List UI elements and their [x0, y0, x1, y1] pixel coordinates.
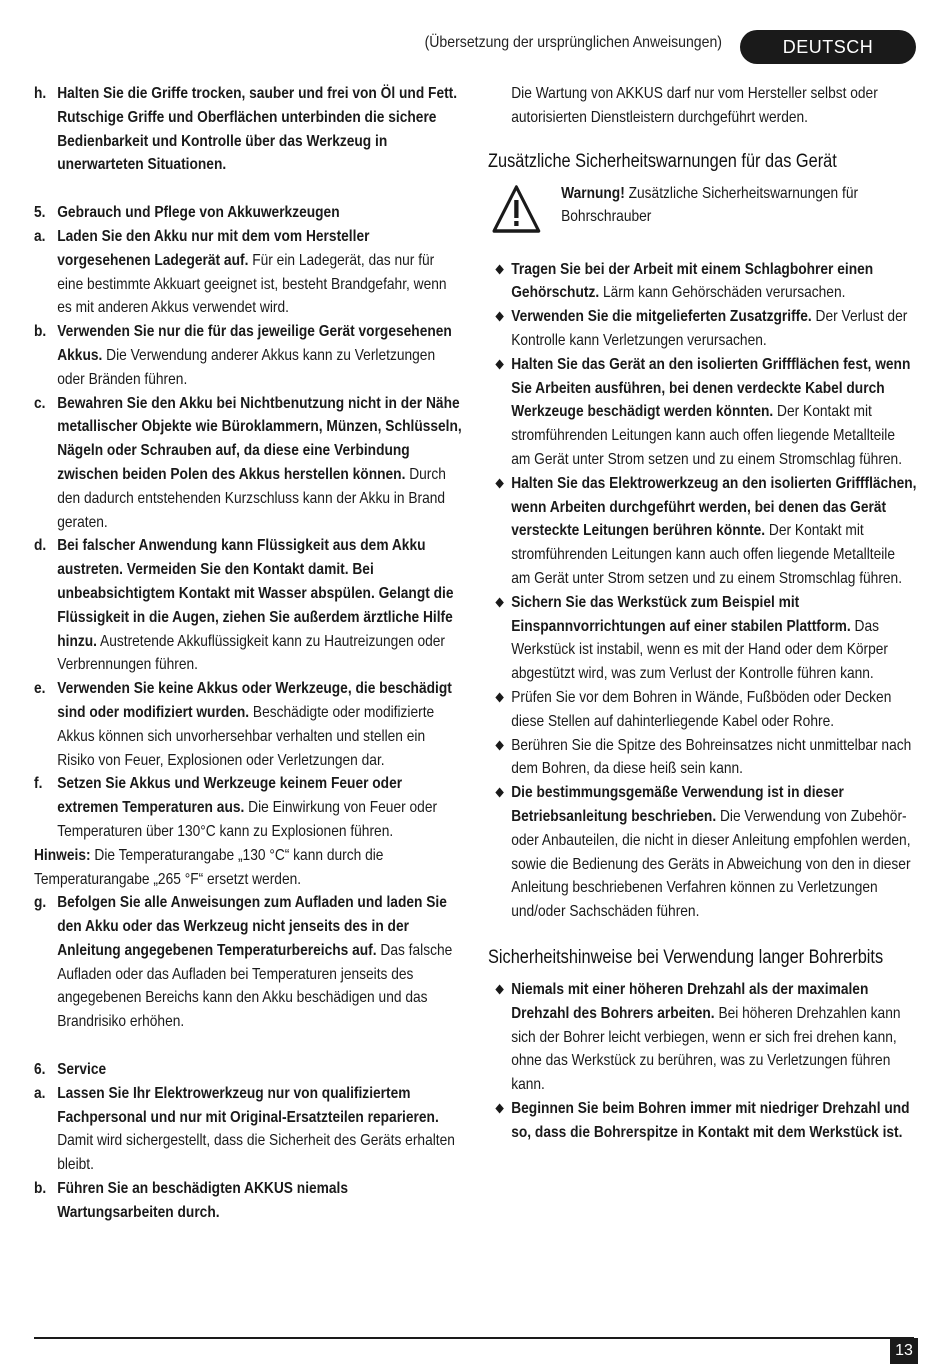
section-5-heading [34, 201, 463, 225]
rule-6a-bold: Lassen Sie Ihr Elektrowerkzeug nur von qualifiziertem Fachpersonal und nur mit Original-Ersatzteilen reparieren. [57, 1084, 439, 1126]
bullet-item [488, 353, 917, 472]
temperature-note [34, 844, 463, 892]
rule-6b-bold: Führen Sie an beschädigten AKKUS niemals Wartungsarbeiten durch. [57, 1180, 349, 1221]
left-column [34, 82, 464, 1225]
footer-rule [34, 1337, 914, 1339]
bullet-text: Prüfen Sie vor dem Bohren in Wände, Fußböden oder Decken diese Stellen auf dahinterliegende Kabel oder Rohre. [511, 688, 892, 730]
bullet-bold-text: Beginnen Sie beim Bohren immer mit niedriger Drehzahl und so, dass die Bohrerspitze in Kontakt mit dem Werkstück ist. [511, 1099, 910, 1141]
rule-5b-label: b. [34, 323, 47, 341]
right-column [488, 82, 918, 1144]
bullet-bold-text: Niemals mit einer höheren Drehzahl als der maximalen Drehzahl des Bohrers arbeiten. [511, 980, 869, 1022]
section-6-title: Service [57, 1061, 107, 1079]
rule-6a-text: Damit wird sichergestellt, dass die Sicherheit des Geräts erhalten bleibt. [57, 1132, 455, 1174]
rule-5b-bold: Verwenden Sie nur die für das jeweilige Gerät vorgesehenen Akkus. [57, 323, 452, 364]
warning-triangle-icon [491, 184, 541, 234]
long-bits-list [488, 978, 917, 1145]
bullet-text: Berühren Sie die Spitze des Bohreinsatzes nicht unmittelbar nach dem Bohren, da diese heiß sein kann. [511, 736, 912, 778]
warning-box [488, 182, 917, 242]
rule-5e-bold: Verwenden Sie keine Akkus oder Werkzeuge, die beschädigt sind oder modifiziert wurden. [57, 680, 452, 721]
section-heading-device-warnings: Zusätzliche Sicherheitswarnungen für das Gerät [488, 150, 837, 172]
diamond-bullet-icon [495, 740, 504, 750]
section-6-heading [34, 1058, 463, 1082]
rule-5a [34, 225, 463, 320]
diamond-bullet-icon [495, 692, 504, 702]
rule-6b [34, 1177, 463, 1225]
page-number: 13 [890, 1338, 918, 1364]
rule-5a-bold: Laden Sie den Akku nur mit dem vom Hersteller vorgesehenen Ladegerät auf. [57, 227, 370, 269]
diamond-bullet-icon [495, 478, 504, 488]
bullet-item [488, 1097, 917, 1145]
note-text: Die Temperaturangabe „130 °C“ kann durch die Temperaturangabe „265 °F“ ersetzt werden. [34, 846, 384, 888]
bullet-bold-text: Halten Sie das Gerät an den isolierten Griffflächen fest, wenn Sie Arbeiten ausführen, bei denen verdeckte Kabel durch Werkzeuge beschädigt werden könnten. [511, 355, 911, 421]
bullet-text: Der Kontakt mit stromführenden Leitungen kann auch offen liegende Metallteile am Gerät unter Strom setzen und zu einem Stromschlag führen. [511, 403, 903, 468]
rule-6a [34, 1082, 463, 1177]
rule-5d-bold: Bei falscher Anwendung kann Flüssigkeit aus dem Akku austreten. Vermeiden Sie den Kontakt damit. Bei unbeabsichtigtem Kontakt mit Wasser abspülen. Gelangt die Flüssigkeit in die Augen, ziehen Sie außerdem ärztliche Hilfe hinzu. [57, 537, 454, 650]
rule-5g-bold: Befolgen Sie alle Anweisungen zum Aufladen und laden Sie den Akku oder das Werkzeug nicht jenseits des in der Anleitung angegebenen Temperaturbereichs auf. [57, 894, 447, 959]
rule-5c-text: Durch den dadurch entstehenden Kurzschluss kann der Akku in Brand geraten. [57, 465, 446, 531]
bullet-item [488, 591, 917, 686]
bullet-text: Der Verlust der Kontrolle kann Verletzungen verursachen. [511, 308, 908, 349]
bullet-item [488, 305, 917, 353]
bullet-bold-text: Die bestimmungsgemäße Verwendung ist in dieser Betriebsanleitung beschrieben. [511, 784, 844, 825]
rule-5f [34, 772, 463, 843]
note-label: Hinweis: [34, 846, 91, 864]
bullet-item [488, 978, 917, 1097]
rule-5e [34, 677, 463, 772]
rule-5f-text: Die Einwirkung von Feuer oder Temperaturen über 130°C kann zu Explosionen führen. [57, 799, 438, 840]
rule-h [34, 82, 463, 177]
section-5-number: 5. [34, 204, 46, 222]
rule-5g-text: Das falsche Aufladen oder das Aufladen bei Temperaturen jenseits des angegebenen Bereichs kann den Akku beschädigen und das Brandrisiko erhöhen. [57, 941, 453, 1031]
rule-5a-text: Für ein Ladegerät, das nur für eine bestimmte Akkuart geeignet ist, besteht Brandgefahr, wenn es mit anderen Akkus verwendet wird. [57, 251, 447, 317]
rule-h-bold: Halten Sie die Griffe trocken, sauber und frei von Öl und Fett. Rutschige Griffe und Oberflächen unterbinden die sichere Bedienbarkeit und Kontrolle über das Werkzeug in unerwarteten Situationen. [57, 85, 458, 174]
rule-5g-label: g. [34, 894, 47, 912]
diamond-bullet-icon [495, 1103, 504, 1113]
rule-6b-label: b. [34, 1180, 47, 1198]
bullet-text: Das Werkstück ist instabil, wenn es mit der Hand oder dem Körper abgestützt wird, was zum Verlust der Kontrolle führen kann. [511, 617, 888, 683]
rule-5c [34, 392, 463, 535]
service-intro: Die Wartung von AKKUS darf nur vom Hersteller selbst oder autorisierten Dienstleistern durchgeführt werden. [511, 85, 878, 126]
bullet-bold-text: Verwenden Sie die mitgelieferten Zusatzgriffe. [511, 308, 812, 326]
diamond-bullet-icon [495, 984, 504, 994]
rule-5d-text: Austretende Akkuflüssigkeit kann zu Hautreizungen oder Verbrennungen führen. [57, 632, 446, 674]
translation-note: (Übersetzung der ursprünglichen Anweisungen) [424, 34, 722, 51]
bullet-item [488, 472, 917, 591]
diamond-bullet-icon [495, 597, 504, 607]
rule-h-label: h. [34, 85, 47, 102]
diamond-bullet-icon [495, 359, 504, 369]
bullet-bold-text: Tragen Sie bei der Arbeit mit einem Schlagbohrer einen Gehörschutz. [511, 260, 874, 302]
bullet-text: Lärm kann Gehörschäden verursachen. [599, 284, 846, 302]
rule-5e-label: e. [34, 680, 46, 698]
rule-5d [34, 534, 463, 677]
diamond-bullet-icon [495, 312, 504, 322]
rule-6a-label: a. [34, 1084, 46, 1102]
bullet-text: Bei höheren Drehzahlen kann sich der Bohrer leicht verbiegen, wenn er sich frei drehen kann, ohne das Werkstück zu berühren, was zu Verletzungen führen kann. [511, 1004, 901, 1094]
bullet-bold-text: Halten Sie das Elektrowerkzeug an den isolierten Griffflächen, wenn Arbeiten durchgeführt werden, bei denen das Gerät versteckte Leitungen berühren könnte. [511, 474, 917, 540]
rule-5b-text: Die Verwendung anderer Akkus kann zu Verletzungen oder Bränden führen. [57, 346, 436, 388]
diamond-bullet-icon [495, 788, 504, 798]
rule-5d-label: d. [34, 537, 47, 555]
rule-5e-text: Beschädigte oder modifizierte Akkus können sich unvorhersehbar verhalten und stellen ein Risiko von Feuer, Explosionen oder Verletzungen dar. [57, 703, 435, 769]
diamond-bullet-icon [495, 264, 504, 274]
section-5-title: Gebrauch und Pflege von Akkuwerkzeugen [57, 204, 340, 222]
language-badge: DEUTSCH [740, 30, 916, 64]
rule-5c-bold: Bewahren Sie den Akku bei Nichtbenutzung nicht in der Nähe metallischer Objekte wie Büroklammern, Münzen, Schlüsseln, Nägeln oder Schrauben auf, da diese eine Verbindung zwischen beiden Polen des Akkus herstellen können. [57, 394, 462, 483]
section-6-number: 6. [34, 1061, 46, 1079]
bullet-text: Die Verwendung von Zubehör- oder Anbauteilen, die nicht in dieser Anleitung empfohlen werden, sowie die Bedienung des Geräts in Abweichung von den in dieser Anleitung beschriebenen Verfahren können zu Verletzungen und/oder Sachschäden führen. [511, 807, 911, 921]
bullet-item [488, 734, 917, 782]
rule-5g [34, 891, 463, 1034]
bullet-text: Der Kontakt mit stromführenden Leitungen kann auch offen liegende Metallteile am Gerät unter Strom setzen und zu einem Stromschlag führen. [511, 522, 903, 587]
rule-5f-label: f. [34, 775, 43, 793]
warning-text: Zusätzliche Sicherheitswarnungen für Bohrschrauber [561, 184, 859, 226]
section-heading-long-bits: Sicherheitshinweise bei Verwendung langer Bohrerbits [488, 946, 884, 968]
bullet-item [488, 781, 917, 924]
warning-label: Warnung! [561, 184, 625, 202]
device-warnings-list [488, 258, 917, 924]
rule-5a-label: a. [34, 227, 46, 245]
rule-5c-label: c. [34, 394, 46, 412]
bullet-item [488, 686, 917, 734]
rule-5b [34, 320, 463, 391]
rule-5f-bold: Setzen Sie Akkus und Werkzeuge keinem Feuer oder extremen Temperaturen aus. [57, 775, 403, 817]
bullet-item [488, 258, 917, 306]
bullet-bold-text: Sichern Sie das Werkstück zum Beispiel mit Einspannvorrichtungen auf einer stabilen Plattform. [511, 593, 851, 635]
